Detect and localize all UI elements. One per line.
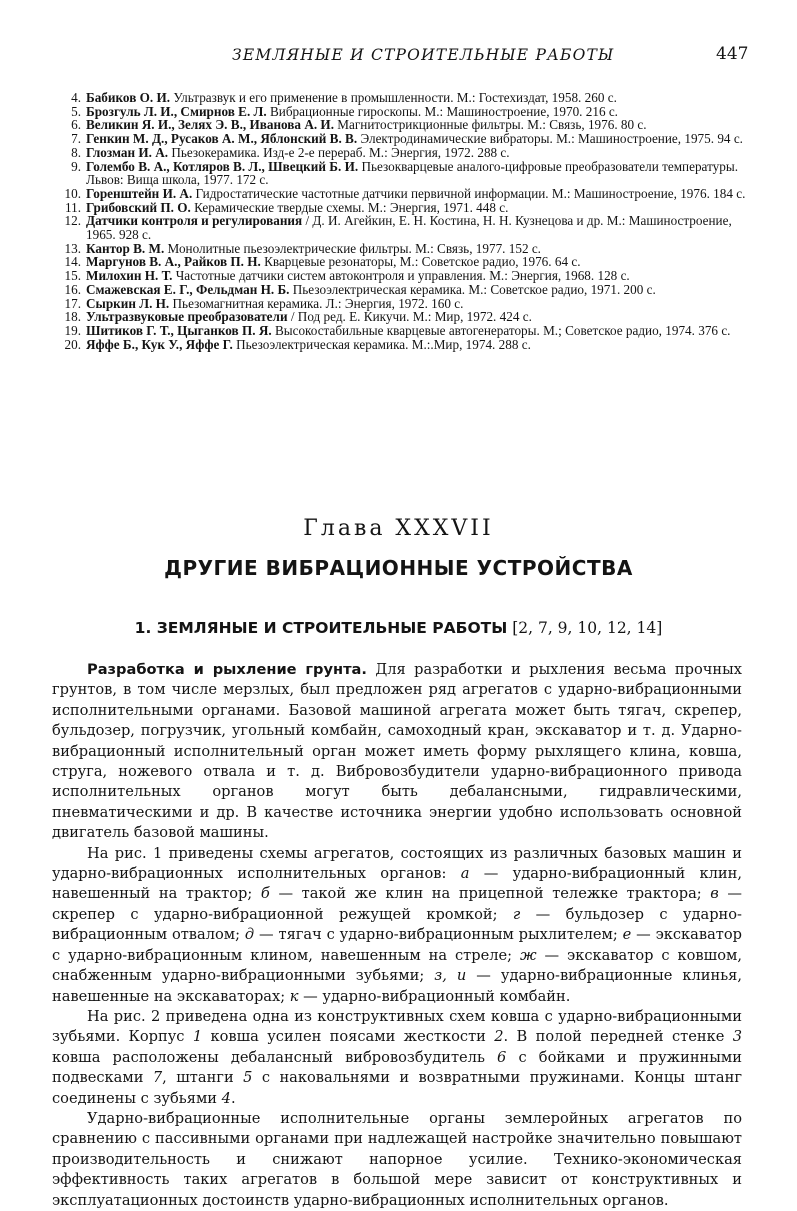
text-run: — скрепер с ударно-вибрационной режущей кромкой; — [52, 885, 743, 923]
reference-item — [52, 283, 752, 297]
part-number: 6 — [497, 1048, 507, 1066]
reference-text: Частотные датчики систем автоконтроля и управления. М.: Энергия, 1968. 128 с. — [172, 268, 630, 284]
reference-authors: Глозман И. А. — [86, 144, 169, 160]
reference-number: 8. — [71, 144, 81, 160]
reference-authors: Милохин Н. Т. — [86, 268, 173, 284]
reference-text: Пьезомагнитная керамика. Л.: Энергия, 1972. 160 с. — [169, 295, 464, 311]
reference-text: Магнитострикционные фильтры. М.: Связь, 1976. 80 с. — [334, 117, 647, 133]
paragraph-figure-2 — [52, 1007, 742, 1109]
running-title: ЗЕМЛЯНЫЕ И СТРОИТЕЛЬНЫЕ РАБОТЫ — [232, 46, 615, 64]
reference-authors: Яффе Б., Кук У., Яффе Г. — [86, 336, 233, 352]
reference-text: Гидростатические частотные датчики первичной информации. М.: Машиностроение, 1976. 184 с. — [192, 185, 746, 201]
part-number: 3 — [732, 1028, 743, 1046]
figure-label: д — [244, 926, 255, 944]
text-run: с наковальнями и возвратными пружинами. Концы штанг соединены с зубьями — [52, 1069, 742, 1107]
text-run: — такой же клин на прицепной тележке трактора; — [269, 885, 711, 903]
reference-authors: Грибовский П. О. — [86, 199, 191, 215]
reference-authors: Ультразвуковые преобразователи — [86, 309, 288, 325]
reference-item — [52, 146, 752, 160]
figure-label: а — [460, 865, 470, 883]
reference-body — [86, 201, 752, 215]
paragraph-text: Ударно-вибрационные исполнительные органы землеройных агрегатов по сравнению с пассивными органами при надлежащей настройке значительно повышают производительность и снижают напорное усилие. Технико-экономическая эффективность таких агрегатов в большой мере зависит от конструктивных и эксплуатационных достоинств ударно-вибрационных исполнительных органов. — [52, 1109, 742, 1209]
text-run: На рис. 1 приведены схемы агрегатов, состоящих из различных базовых машин и ударно-вибрационных исполнительных органов: — [52, 844, 742, 883]
reference-body — [86, 255, 752, 269]
reference-text: Керамические твердые схемы. М.: Энергия, 1971. 448 с. — [190, 199, 509, 215]
reference-body — [86, 324, 752, 338]
reference-number: 11. — [65, 199, 81, 215]
reference-body — [86, 146, 752, 160]
reference-number: 20. — [64, 336, 81, 352]
reference-text: Пьезокерамика. Изд-е 2-е перераб. М.: Энергия, 1972. 288 с. — [168, 144, 510, 160]
reference-authors: Кантор В. М. — [86, 240, 165, 256]
reference-number: 12. — [64, 213, 81, 229]
part-number: 5 — [243, 1069, 253, 1087]
paragraph-text: Для разработки и рыхления весьма прочных грунтов, в том числе мерзлых, был предложен ряд агрегатов с ударно-вибрационными исполнительными органами. Базовой машиной агрегата может быть тягач, скрепер, бульдозер, погрузчик, угольный комбайн, самоходный кран, экскаватор и т. д. Ударно-вибрационный исполнительный орган может иметь форму рыхлящего клина, ковша, струга, ножевого отвала и т. д. Вибровозбудители ударно-вибрационного привода исполнительных органов могут быть дебалансными, гидравлическими, пневматическими и др. В качестве источника энергии удобно использовать основной двигатель базовой машины. — [52, 661, 742, 842]
text-run: — экскаватор с ударно-вибрационным клином, навешенным на стреле; — [52, 926, 742, 964]
text-run: — экскаватор с ковшом, снабженным ударно-вибрационными зубьями; — [52, 946, 742, 985]
reference-item — [52, 255, 752, 269]
part-number: 1 — [192, 1028, 203, 1046]
reference-number: 4. — [71, 90, 81, 105]
chapter-title: ДРУГИЕ ВИБРАЦИОННЫЕ УСТРОЙСТВА — [164, 556, 633, 580]
text-run: с бойками и пружинными подвесками — [52, 1048, 742, 1087]
reference-body — [86, 297, 752, 311]
reference-authors: Смажевская Е. Г., Фельдман Н. Б. — [86, 281, 290, 297]
text-run: — бульдозер с ударно-вибрационным отвалом; — [52, 905, 742, 944]
reference-authors: Гоpенштейн И. А. — [86, 185, 193, 201]
reference-authors: Сыркин Л. Н. — [86, 295, 170, 311]
figure-label: к — [289, 987, 299, 1005]
text-run: — ударно-вибрационные клинья, навешенные на экскаваторах; — [52, 967, 742, 1005]
figure-label: в — [710, 885, 719, 903]
part-number: 4 — [221, 1089, 231, 1107]
reference-number: 6. — [71, 117, 81, 133]
reference-authors: Маргунов В. А., Райков П. Н. — [86, 254, 261, 270]
paragraph-efficiency — [52, 1109, 742, 1211]
text-run: — ударно-вибрационный комбайн. — [298, 987, 571, 1005]
run-in-heading: Разработка и рыхление грунта. — [87, 661, 367, 678]
reference-number: 9. — [71, 158, 81, 174]
body-text — [52, 660, 742, 1211]
reference-text: Вибрационные гироскопы. М.: Машиностроение, 1970. 216 с. — [266, 103, 618, 119]
reference-number: 19. — [64, 322, 81, 338]
reference-text: Электродинамические вибраторы. М.: Машиностроение, 1975. 94 с. — [357, 131, 743, 147]
reference-number: 10. — [64, 185, 81, 201]
reference-item — [52, 269, 752, 283]
figure-label: б — [260, 885, 270, 903]
reference-text: Монолитные пьезоэлектрические фильтры. М.: Связь, 1977. 152 с. — [164, 240, 541, 256]
reference-body — [86, 105, 752, 119]
reference-authors: Генкин М. Д., Русаков А. М., Яблонский В. В. — [86, 131, 358, 147]
reference-item — [52, 324, 752, 338]
reference-text: / Под ред. Е. Кикучи. М.: Мир, 1972. 424 с. — [287, 309, 532, 325]
reference-item — [52, 118, 752, 132]
reference-text: Высокостабильные кварцевые автогенераторы. М.; Советское радио, 1974. 376 с. — [271, 322, 731, 338]
reference-text: / Д. И. Агейкин, Е. Н. Костина, Н. Н. Кузнецова и др. М.: Машиностроение, 1965. 928 с. — [86, 213, 732, 243]
text-run: . — [230, 1089, 236, 1107]
reference-text: Пьезокварцевые аналого-цифровые преобразователи температуры. Львов: Вища школа, 1977. 172 с. — [86, 158, 738, 188]
reference-body — [86, 283, 752, 297]
reference-body — [86, 187, 752, 201]
running-head — [0, 44, 797, 66]
reference-number: 13. — [64, 240, 81, 256]
reference-text: Пьезоэлектрическая керамика. М.:.Мир, 1974. 288 с. — [232, 336, 531, 352]
reference-body — [86, 338, 752, 352]
reference-text: Ультразвук и его применение в промышленности. М.: Гостехиздат, 1958. 260 с. — [170, 90, 617, 105]
reference-item — [52, 187, 752, 201]
part-number: 2 — [494, 1028, 504, 1046]
text-run: ковша усилен поясами жесткости — [202, 1028, 495, 1046]
reference-body — [86, 91, 752, 105]
reference-authors: Брозгуль Л. И., Смирнов Е. Л. — [86, 103, 267, 119]
page-number: 447 — [716, 44, 749, 64]
reference-number: 17. — [64, 295, 81, 311]
reference-item — [52, 242, 752, 256]
figure-label: ж — [519, 946, 537, 964]
reference-item — [52, 310, 752, 324]
reference-text: Кварцевые резонаторы, М.: Советское радио, 1976. 64 с. — [260, 254, 581, 270]
figure-label: г — [512, 905, 521, 923]
chapter-label: Глава XXXVII — [303, 516, 494, 541]
reference-number: 14. — [64, 254, 81, 270]
reference-authors: Великин Я. И., Зелях Э. В., Иванова А. И. — [86, 117, 334, 133]
reference-authors: Шитиков Г. Т., Цыганков П. Я. — [86, 322, 272, 338]
reference-number: 5. — [71, 103, 81, 119]
section-title — [0, 619, 797, 637]
reference-body — [86, 160, 752, 187]
section-references: [2, 7, 9, 10, 12, 14] — [507, 619, 663, 637]
text-run: , штанги — [162, 1069, 244, 1087]
reference-item — [52, 91, 752, 105]
reference-body — [86, 269, 752, 283]
reference-body — [86, 132, 752, 146]
reference-text: Пьезоэлектрическая керамика. М.: Советское радио, 1971. 200 с. — [289, 281, 656, 297]
reference-item — [52, 297, 752, 311]
reference-number: 7. — [71, 131, 81, 147]
reference-item — [52, 201, 752, 215]
reference-item — [52, 160, 752, 187]
paragraph-soil-excavation — [52, 660, 742, 844]
reference-body — [86, 214, 752, 241]
text-run: — ударно-вибрационный клин, навешенный на трактор; — [52, 865, 742, 903]
reference-body — [86, 310, 752, 324]
text-run: — тягач с ударно-вибрационным рыхлителем; — [254, 926, 623, 944]
reference-body — [86, 118, 752, 132]
figure-label: е — [622, 926, 632, 944]
reference-authors: Датчики контроля и регулирования — [86, 213, 303, 229]
reference-authors: Голембо В. А., Котляров В. Л., Швецкий Б. И. — [86, 158, 359, 174]
reference-body — [86, 242, 752, 256]
paragraph-figure-1 — [52, 844, 742, 1007]
reference-item — [52, 214, 752, 241]
text-run: ковша расположены дебалансный вибровозбудитель — [52, 1048, 498, 1066]
part-number: 7 — [152, 1069, 163, 1087]
reference-item — [52, 132, 752, 146]
section-title-text: 1. ЗЕМЛЯНЫЕ И СТРОИТЕЛЬНЫЕ РАБОТЫ — [134, 619, 508, 637]
reference-list — [52, 91, 752, 351]
reference-number: 15. — [64, 268, 81, 284]
reference-item — [52, 338, 752, 352]
text-run: На рис. 2 приведена одна из конструктивных схем ковша с ударно-вибрационными зубьями. Корпус — [52, 1007, 742, 1046]
text-run: . В полой передней стенке — [503, 1028, 733, 1046]
figure-label: з, и — [434, 967, 467, 985]
reference-authors: Бабиков О. И. — [86, 90, 171, 105]
reference-number: 16. — [64, 281, 81, 297]
reference-number: 18. — [64, 309, 81, 325]
reference-item — [52, 105, 752, 119]
